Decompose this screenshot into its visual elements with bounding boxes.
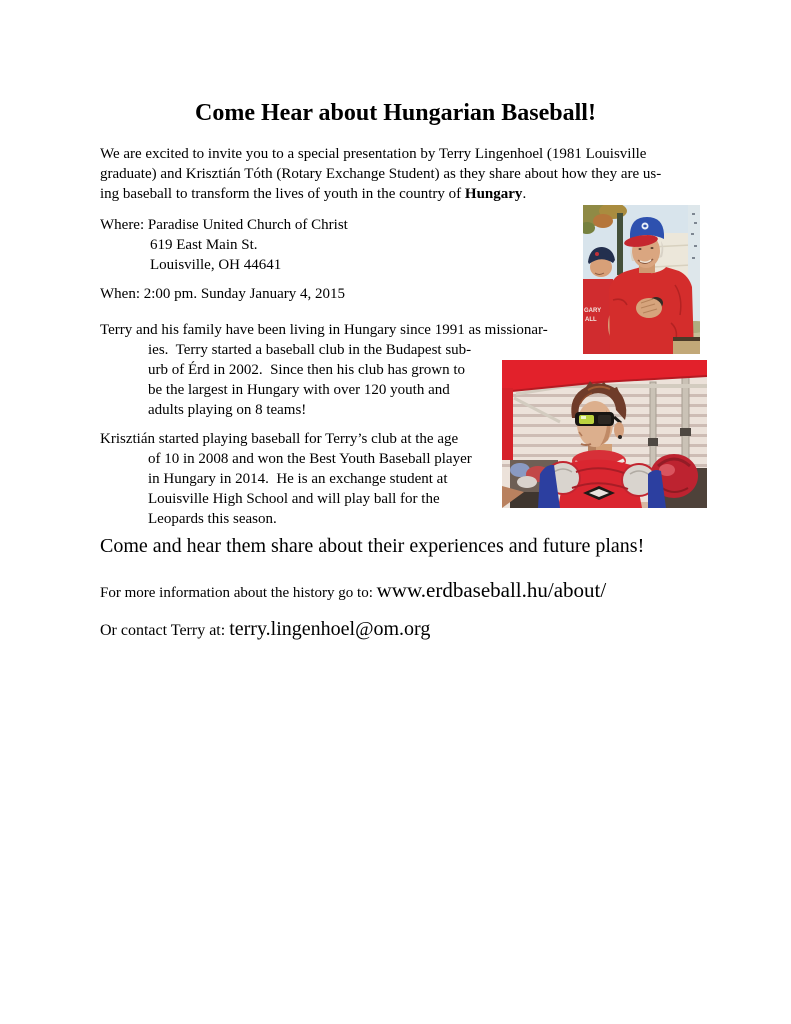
more-info-line <box>100 577 606 607</box>
krisztian-paragraph <box>100 429 472 529</box>
text-line: of 10 in 2008 and won the Best Youth Baseball player <box>148 451 472 467</box>
text-line: Terry and his family have been living in Hungary since 1991 as missionar- <box>100 322 548 338</box>
text-line: Krisztián started playing baseball for Terry’s club at the age <box>100 431 459 447</box>
text-line <box>100 184 661 204</box>
address-city: Louisville, OH 44641 <box>150 257 282 273</box>
hungary-bold-word: Hungary <box>464 186 523 202</box>
jersey-text-all: ALL <box>585 317 597 323</box>
jersey-text-gary: GARY <box>584 308 602 314</box>
contact-line <box>100 616 430 644</box>
closing-invitation: Come and hear them share about their experiences and future plans! <box>100 535 645 557</box>
intro-line-3: ing baseball to transform the lives of youth in the country of <box>100 186 465 202</box>
address-street: 619 East Main St. <box>150 237 258 253</box>
text-line: urb of Érd in 2002. Since then his club has grown to <box>148 362 466 378</box>
terry-paragraph <box>100 320 548 420</box>
krisztian-photo <box>502 360 707 508</box>
page-title: Come Hear about Hungarian Baseball! <box>195 100 596 126</box>
more-info-prefix: For more information about the history go to: <box>100 585 377 601</box>
text-line: Leopards this season. <box>148 511 277 527</box>
text-line: Louisville High School and will play ball for the <box>148 491 440 507</box>
text-line: be the largest in Hungary with over 120 youth and <box>148 382 450 398</box>
contact-prefix: Or contact Terry at: <box>100 622 230 639</box>
where-block <box>100 215 348 275</box>
text-line: graduate) and Krisztián Tóth (Rotary Exchange Student) as they share about how they are us- <box>100 166 662 182</box>
text-line: adults playing on 8 teams! <box>148 402 307 418</box>
text-line: We are excited to invite you to a special presentation by Terry Lingenhoel (1981 Louisville <box>100 146 647 162</box>
website-url: www.erdbaseball.hu/about/ <box>376 578 607 602</box>
text-line: in Hungary in 2014. He is an exchange student at <box>148 471 448 487</box>
intro-period: . <box>522 186 527 202</box>
contact-email: terry.lingenhoel@om.org <box>229 618 431 640</box>
where-line: Where: Paradise United Church of Christ <box>100 217 348 233</box>
terry-photo <box>583 205 700 354</box>
when-line: When: 2:00 pm. Sunday January 4, 2015 <box>100 286 345 302</box>
intro-paragraph <box>100 144 661 204</box>
text-line: ies. Terry started a baseball club in the Budapest sub- <box>148 342 472 358</box>
when-block <box>100 284 345 304</box>
